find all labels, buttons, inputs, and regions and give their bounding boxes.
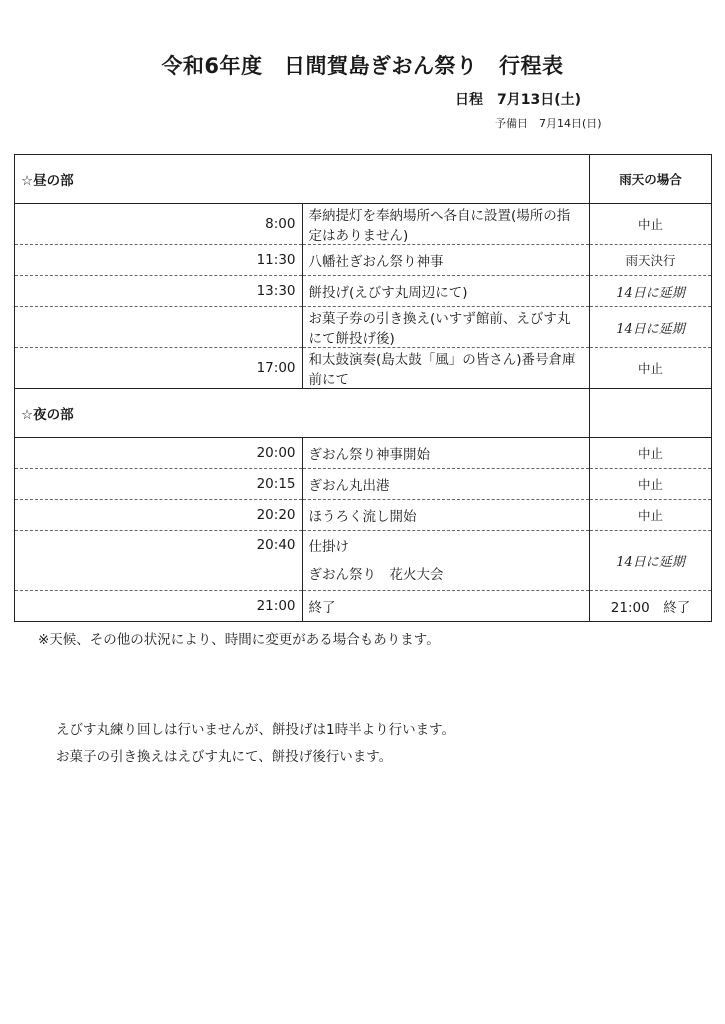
- row-rain: 14日に延期: [590, 531, 712, 591]
- row-rain: 21:00 終了: [590, 591, 712, 622]
- row-rain: 14日に延期: [590, 307, 712, 348]
- row-time: 20:00: [15, 438, 303, 469]
- row-rain: 中止: [590, 438, 712, 469]
- night-rain-header: [590, 389, 712, 438]
- row-event: お菓子券の引き換え(いすず館前、えびす丸にて餅投げ後): [302, 307, 590, 348]
- rain-column-header: 雨天の場合: [590, 155, 712, 204]
- row-rain: 雨天決行: [590, 245, 712, 276]
- row-rain: 中止: [590, 500, 712, 531]
- row-event: 八幡社ぎおん祭り神事: [302, 245, 590, 276]
- footer-notes: [56, 717, 455, 771]
- night-section-label: ☆夜の部: [15, 389, 590, 438]
- night-section-header: [15, 389, 712, 438]
- row-event: 奉納提灯を奉納場所へ各自に設置(場所の指定はありません): [302, 204, 590, 245]
- backup-date: 予備日 7月14日(日): [495, 117, 602, 130]
- row-time: 21:00: [15, 591, 303, 622]
- day-section-label: ☆昼の部: [15, 155, 590, 204]
- table-row: [15, 438, 712, 469]
- row-rain: 14日に延期: [590, 276, 712, 307]
- row-rain: 中止: [590, 469, 712, 500]
- page-title: 令和6年度 日間賀島ぎおん祭り 行程表: [161, 54, 564, 78]
- row-time: 11:30: [15, 245, 303, 276]
- row-event-line: ぎおん祭り 花火大会: [308, 566, 444, 583]
- row-rain: 中止: [590, 348, 712, 389]
- row-time: 20:15: [15, 469, 303, 500]
- table-row: [15, 348, 712, 389]
- row-time: 17:00: [15, 348, 303, 389]
- row-event: ぎおん丸出港: [302, 469, 590, 500]
- row-event: 和太鼓演奏(島太鼓「風」の皆さん)番号倉庫前にて: [302, 348, 590, 389]
- table-row: [15, 531, 712, 591]
- table-row: [15, 500, 712, 531]
- table-row: [15, 469, 712, 500]
- row-time: 8:00: [15, 204, 303, 245]
- day-section-header: [15, 155, 712, 204]
- row-event: ぎおん祭り神事開始: [302, 438, 590, 469]
- row-time: 13:30: [15, 276, 303, 307]
- schedule-date: 日程 7月13日(土): [455, 92, 582, 108]
- row-event: ほうろく流し開始: [302, 500, 590, 531]
- table-row: [15, 591, 712, 622]
- schedule-table: [14, 154, 712, 622]
- row-event: 終了: [302, 591, 590, 622]
- table-row: [15, 307, 712, 348]
- footer-line: えびす丸練り回しは行いませんが、餅投げは1時半より行います。: [56, 722, 456, 738]
- row-event: [302, 531, 590, 591]
- row-time: 20:20: [15, 500, 303, 531]
- weather-note: ※天候、その他の状況により、時間に変更がある場合もあります。: [38, 632, 440, 648]
- row-time: 20:40: [15, 531, 303, 591]
- row-event-line: 仕掛け: [308, 538, 349, 555]
- table-row: [15, 204, 712, 245]
- row-time: [15, 307, 303, 348]
- footer-line: お菓子の引き換えはえびす丸にて、餅投げ後行います。: [56, 749, 393, 765]
- row-event: 餅投げ(えびす丸周辺にて): [302, 276, 590, 307]
- row-rain: 中止: [590, 204, 712, 245]
- table-row: [15, 245, 712, 276]
- table-row: [15, 276, 712, 307]
